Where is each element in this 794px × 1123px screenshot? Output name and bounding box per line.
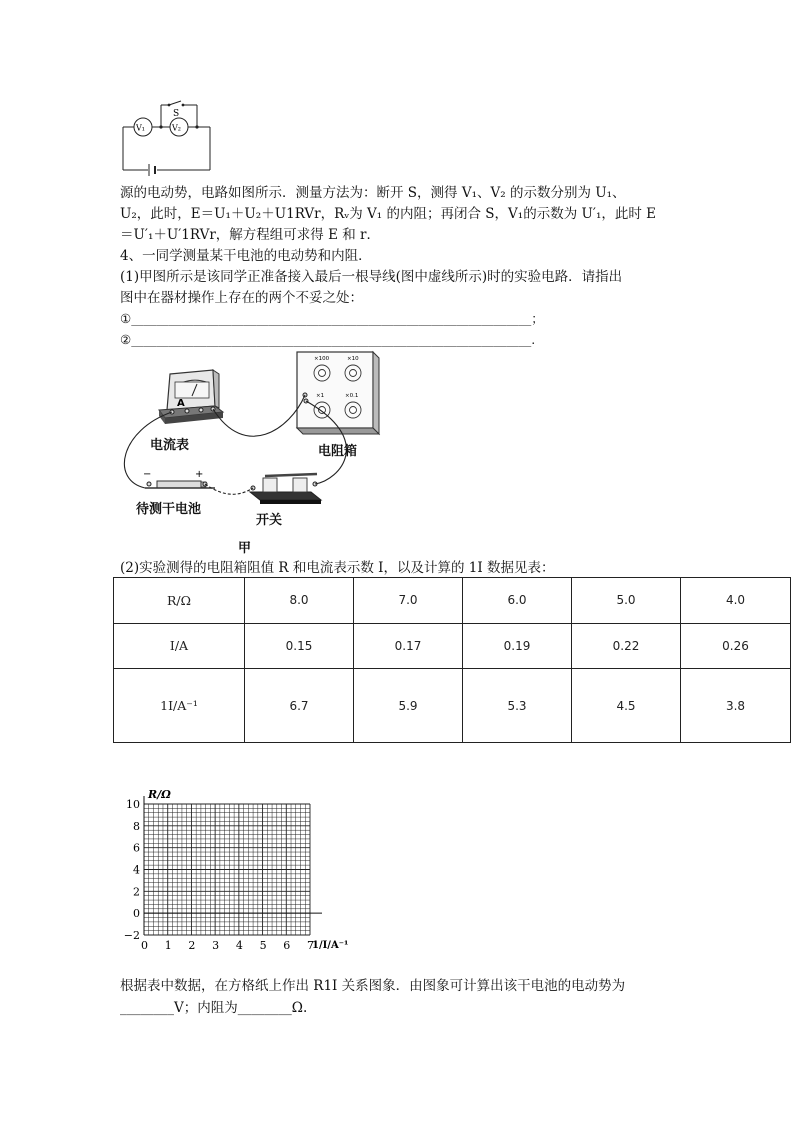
figure-label: 甲	[238, 541, 252, 556]
paragraph3-line2: U₂，此时，E＝U₁＋U₂＋U1RVr，Rᵥ为 V₁ 的内阻；再闭合 S，V₁的示数为 U′₁，此时 E	[120, 206, 657, 222]
table-row	[114, 578, 791, 624]
switch-s-label: S	[173, 109, 180, 119]
grid-lines	[144, 796, 322, 935]
battery-label: 待测干电池	[136, 502, 202, 517]
switch-label: 开关	[256, 513, 283, 528]
resistor-box-label: 电阻箱	[318, 444, 358, 459]
y-tick-label: 0	[133, 907, 140, 921]
table-cell: 4.5	[572, 669, 681, 743]
table-cell: 6.0	[463, 578, 572, 624]
conclusion-line2[interactable]: ________V；内阻为________Ω.	[120, 1000, 308, 1016]
row-header-r: R/Ω	[114, 578, 245, 624]
table-row	[114, 669, 791, 743]
dial-label-x0-1: ×0.1	[345, 393, 359, 399]
battery	[145, 481, 215, 488]
dial-label-x1: ×1	[316, 393, 325, 399]
y-tick-label: 10	[126, 798, 140, 811]
table-cell: 0.17	[354, 623, 463, 669]
row-header-inv-i: 1I/A⁻¹	[114, 669, 245, 743]
table-cell: 0.19	[463, 623, 572, 669]
x-tick-label: 7	[307, 939, 314, 952]
data-table	[113, 577, 791, 743]
y-axis-label: R/Ω	[148, 788, 171, 801]
ammeter-label: 电流表	[150, 438, 190, 453]
x-tick-label: 0	[141, 939, 148, 952]
x-tick-label: 4	[235, 939, 243, 952]
answer-blank-2[interactable]: ②________________________________________________________________.	[120, 332, 536, 347]
resistor-box	[297, 352, 379, 434]
question4-part1-line2: 图中在器材操作上存在的两个不妥之处：	[120, 290, 363, 306]
table-cell: 4.0	[681, 578, 791, 624]
graph-paper-chart[interactable]	[112, 782, 352, 972]
y-tick-label: 6	[133, 841, 140, 855]
conclusion-line1: 根据表中数据，在方格纸上作出 R1I 关系图象．由图象可计算出该干电池的电动势为	[120, 978, 626, 994]
table-cell: 7.0	[354, 578, 463, 624]
tick-labels	[124, 798, 314, 952]
x-axis-label: 1/I/A⁻¹	[312, 940, 349, 951]
table-cell: 0.15	[245, 623, 354, 669]
table-row	[114, 623, 791, 669]
y-tick-label: 2	[133, 885, 140, 899]
ammeter	[159, 370, 223, 424]
dial-label-x10: ×10	[347, 356, 359, 362]
table-cell: 6.7	[245, 669, 354, 743]
table-cell: 5.0	[572, 578, 681, 624]
v1-label: V₁	[136, 123, 145, 133]
small-circuit-diagram	[115, 92, 215, 178]
x-tick-label: 5	[259, 939, 267, 952]
x-tick-label: 1	[164, 939, 172, 952]
question4-part1-line1: (1)甲图所示是该同学正准备接入最后一根导线(图中虚线所示)时的实验电路．请指出	[120, 269, 623, 285]
paragraph3-line3: ＝U′₁＋U′1RVr，解方程组可求得 E 和 r．	[120, 227, 380, 243]
ammeter-letter: A	[177, 398, 185, 409]
y-tick-label: 4	[133, 863, 140, 877]
table-cell: 8.0	[245, 578, 354, 624]
y-tick-label: −2	[123, 929, 140, 942]
x-tick-label: 2	[188, 939, 196, 952]
answer-blank-1[interactable]: ①________________________________________________________________；	[120, 311, 544, 326]
table-cell: 3.8	[681, 669, 791, 743]
table-cell: 0.22	[572, 623, 681, 669]
battery-plus-sign: +	[195, 469, 204, 480]
v2-label: V₂	[172, 123, 181, 133]
x-tick-label: 6	[283, 939, 291, 952]
question4-part2-intro: (2)实验测得的电阻箱阻值 R 和电流表示数 I，以及计算的 1I 数据见表：	[120, 560, 555, 576]
question4-title: 4、一同学测量某干电池的电动势和内阻．	[120, 248, 372, 264]
dial-label-x100: ×100	[314, 356, 330, 362]
x-tick-label: 3	[212, 939, 220, 952]
battery-minus-sign: −	[143, 469, 152, 480]
row-header-i: I/A	[114, 623, 245, 669]
table-cell: 0.26	[681, 623, 791, 669]
table-cell: 5.9	[354, 669, 463, 743]
y-tick-label: 8	[133, 819, 140, 833]
table-cell: 5.3	[463, 669, 572, 743]
paragraph3-line1: 源的电动势，电路如图所示．测量方法为：断开 S，测得 V₁、V₂ 的示数分别为 U₁、	[120, 185, 626, 201]
knife-switch	[250, 474, 321, 504]
